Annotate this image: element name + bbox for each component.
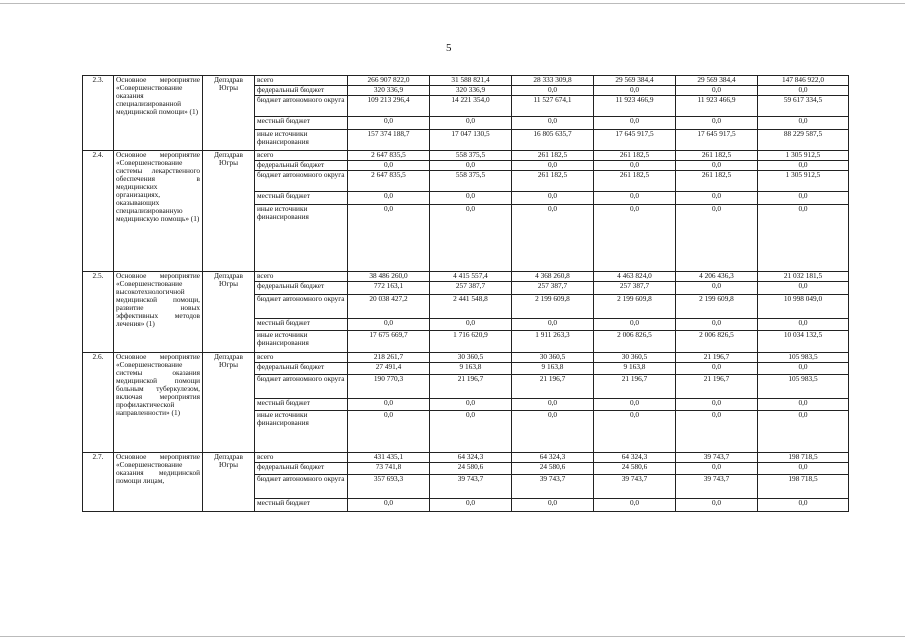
table-row [83,353,849,363]
amount-cell: 0,0 [348,319,430,331]
amount-cell: 2 199 609,8 [676,295,758,319]
executor: Депздрав Югры [203,272,255,353]
amount-cell: 0,0 [676,411,758,453]
event-name: Основное мероприятие «Совершенствование оказания специализированной медицинской помощи» (1) [114,76,203,151]
amount-cell: 0,0 [512,319,594,331]
amount-cell: 0,0 [512,117,594,130]
amount-cell: 0,0 [594,117,676,130]
table-row [83,272,849,282]
amount-cell: 0,0 [676,86,758,96]
amount-cell: 30 360,5 [594,353,676,363]
amount-cell: 0,0 [430,411,512,453]
funding-source: иные источники финансирования [255,411,348,453]
amount-cell: 0,0 [676,282,758,295]
amount-cell: 0,0 [594,86,676,96]
amount-cell: 218 261,7 [348,353,430,363]
amount-cell: 9 163,8 [430,363,512,375]
amount-cell: 0,0 [676,117,758,130]
amount-cell: 4 463 824,0 [594,272,676,282]
amount-cell: 10 034 132,5 [758,331,849,353]
scan-edge-bottom [0,636,905,637]
amount-cell: 11 923 466,9 [676,96,758,117]
executor: Депздрав Югры [203,353,255,453]
amount-cell: 0,0 [594,319,676,331]
amount-cell: 2 647 835,5 [348,171,430,192]
funding-source: местный бюджет [255,319,348,331]
amount-cell: 105 983,5 [758,375,849,399]
amount-cell: 88 229 587,5 [758,130,849,151]
funding-source: федеральный бюджет [255,161,348,171]
section-number: 2.7. [83,453,114,512]
amount-cell: 0,0 [430,319,512,331]
amount-cell: 14 221 354,0 [430,96,512,117]
amount-cell: 10 998 049,0 [758,295,849,319]
amount-cell: 0,0 [348,192,430,205]
amount-cell: 0,0 [348,411,430,453]
amount-cell: 0,0 [676,499,758,512]
amount-cell: 261 182,5 [676,151,758,161]
funding-source: федеральный бюджет [255,463,348,475]
amount-cell: 0,0 [594,192,676,205]
event-name: Основное мероприятие «Совершенствование системы оказания медицинской помощи больным туберкулезом, включая мероприятия профилактической направленности» (1) [114,353,203,453]
event-name: Основное мероприятие «Совершенствование оказания медицинской помощи лицам, [114,453,203,512]
amount-cell: 0,0 [676,363,758,375]
funding-source: бюджет автономного округа [255,171,348,192]
amount-cell: 0,0 [512,205,594,272]
amount-cell: 2 006 826,5 [676,331,758,353]
funding-source: местный бюджет [255,399,348,411]
amount-cell: 320 336,9 [348,86,430,96]
funding-source: местный бюджет [255,499,348,512]
amount-cell: 30 360,5 [512,353,594,363]
amount-cell: 0,0 [512,399,594,411]
amount-cell: 257 387,7 [430,282,512,295]
amount-cell: 64 324,3 [594,453,676,463]
amount-cell: 190 770,3 [348,375,430,399]
amount-cell: 0,0 [594,161,676,171]
amount-cell: 0,0 [758,282,849,295]
funding-source: всего [255,76,348,86]
executor: Депздрав Югры [203,76,255,151]
amount-cell: 558 375,5 [430,171,512,192]
amount-cell: 39 743,7 [676,453,758,463]
amount-cell: 261 182,5 [594,151,676,161]
amount-cell: 2 199 609,8 [594,295,676,319]
funding-source: всего [255,353,348,363]
amount-cell: 147 846 922,0 [758,76,849,86]
amount-cell: 0,0 [348,499,430,512]
amount-cell: 261 182,5 [676,171,758,192]
amount-cell: 11 923 466,9 [594,96,676,117]
amount-cell: 0,0 [430,499,512,512]
amount-cell: 2 441 548,8 [430,295,512,319]
funding-source: бюджет автономного округа [255,96,348,117]
financing-table [82,75,849,512]
amount-cell: 266 907 822,0 [348,76,430,86]
amount-cell: 4 368 260,8 [512,272,594,282]
amount-cell: 16 805 635,7 [512,130,594,151]
amount-cell: 0,0 [512,86,594,96]
amount-cell: 2 647 835,5 [348,151,430,161]
amount-cell: 0,0 [348,399,430,411]
amount-cell: 1 716 620,9 [430,331,512,353]
table-row [83,76,849,86]
amount-cell: 1 305 912,5 [758,151,849,161]
amount-cell: 30 360,5 [430,353,512,363]
funding-source: иные источники финансирования [255,130,348,151]
amount-cell: 0,0 [758,161,849,171]
amount-cell: 261 182,5 [512,151,594,161]
amount-cell: 1 305 912,5 [758,171,849,192]
funding-source: иные источники финансирования [255,331,348,353]
amount-cell: 261 182,5 [512,171,594,192]
amount-cell: 0,0 [430,117,512,130]
amount-cell: 9 163,8 [594,363,676,375]
amount-cell: 11 527 674,1 [512,96,594,117]
funding-source: бюджет автономного округа [255,295,348,319]
amount-cell: 257 387,7 [512,282,594,295]
amount-cell: 9 163,8 [512,363,594,375]
amount-cell: 21 196,7 [430,375,512,399]
funding-source: всего [255,151,348,161]
amount-cell: 0,0 [512,499,594,512]
table-row [83,453,849,463]
amount-cell: 0,0 [758,499,849,512]
funding-source: бюджет автономного округа [255,375,348,399]
amount-cell: 0,0 [430,205,512,272]
amount-cell: 0,0 [758,399,849,411]
amount-cell: 0,0 [676,161,758,171]
amount-cell: 257 387,7 [594,282,676,295]
amount-cell: 0,0 [430,399,512,411]
amount-cell: 0,0 [758,117,849,130]
section-number: 2.4. [83,151,114,272]
amount-cell: 24 580,6 [594,463,676,475]
amount-cell: 0,0 [348,161,430,171]
funding-source: всего [255,272,348,282]
amount-cell: 109 213 296,4 [348,96,430,117]
amount-cell: 0,0 [594,411,676,453]
amount-cell: 105 983,5 [758,353,849,363]
amount-cell: 17 047 130,5 [430,130,512,151]
amount-cell: 0,0 [758,86,849,96]
amount-cell: 4 206 436,3 [676,272,758,282]
amount-cell: 2 199 609,8 [512,295,594,319]
amount-cell: 0,0 [348,205,430,272]
amount-cell: 320 336,9 [430,86,512,96]
amount-cell: 17 675 669,7 [348,331,430,353]
amount-cell: 0,0 [512,192,594,205]
funding-source: федеральный бюджет [255,282,348,295]
funding-source: местный бюджет [255,117,348,130]
amount-cell: 21 196,7 [512,375,594,399]
amount-cell: 39 743,7 [430,475,512,499]
amount-cell: 64 324,3 [430,453,512,463]
amount-cell: 0,0 [676,319,758,331]
section-number: 2.3. [83,76,114,151]
scan-edge-top [0,3,905,4]
amount-cell: 31 588 821,4 [430,76,512,86]
amount-cell: 0,0 [758,463,849,475]
amount-cell: 17 645 917,5 [594,130,676,151]
amount-cell: 29 569 384,4 [676,76,758,86]
amount-cell: 0,0 [676,192,758,205]
amount-cell: 21 196,7 [676,353,758,363]
amount-cell: 4 415 557,4 [430,272,512,282]
funding-source: бюджет автономного округа [255,475,348,499]
amount-cell: 24 580,6 [430,463,512,475]
amount-cell: 0,0 [512,411,594,453]
amount-cell: 64 324,3 [512,453,594,463]
amount-cell: 772 163,1 [348,282,430,295]
amount-cell: 157 374 188,7 [348,130,430,151]
amount-cell: 0,0 [430,192,512,205]
amount-cell: 0,0 [758,319,849,331]
amount-cell: 21 196,7 [676,375,758,399]
amount-cell: 24 580,6 [512,463,594,475]
executor: Депздрав Югры [203,453,255,512]
amount-cell: 2 006 826,5 [594,331,676,353]
funding-source: федеральный бюджет [255,86,348,96]
executor: Депздрав Югры [203,151,255,272]
amount-cell: 73 741,8 [348,463,430,475]
amount-cell: 0,0 [758,363,849,375]
amount-cell: 431 435,1 [348,453,430,463]
amount-cell: 0,0 [594,205,676,272]
amount-cell: 28 333 309,8 [512,76,594,86]
amount-cell: 0,0 [676,205,758,272]
amount-cell: 21 196,7 [594,375,676,399]
event-name: Основное мероприятие «Совершенствование высокотехнологичной медицинской помощи, развитие новых эффективных методов лечения» (1) [114,272,203,353]
amount-cell: 0,0 [676,463,758,475]
amount-cell: 0,0 [512,161,594,171]
amount-cell: 27 491,4 [348,363,430,375]
section-number: 2.6. [83,353,114,453]
amount-cell: 39 743,7 [512,475,594,499]
amount-cell: 0,0 [758,205,849,272]
page-number: 5 [446,42,452,54]
amount-cell: 0,0 [758,411,849,453]
amount-cell: 357 693,3 [348,475,430,499]
amount-cell: 59 617 334,5 [758,96,849,117]
amount-cell: 38 486 260,0 [348,272,430,282]
amount-cell: 261 182,5 [594,171,676,192]
event-name: Основное мероприятие «Совершенствование системы лекарственного обеспечения в медицинских организациях, оказывающих специализированную медицинскую помощь» (1) [114,151,203,272]
amount-cell: 558 375,5 [430,151,512,161]
amount-cell: 39 743,7 [594,475,676,499]
amount-cell: 1 911 263,3 [512,331,594,353]
amount-cell: 0,0 [676,399,758,411]
funding-source: всего [255,453,348,463]
amount-cell: 20 038 427,2 [348,295,430,319]
amount-cell: 21 032 181,5 [758,272,849,282]
amount-cell: 0,0 [758,192,849,205]
funding-source: местный бюджет [255,192,348,205]
table-row [83,151,849,161]
funding-source: федеральный бюджет [255,363,348,375]
amount-cell: 29 569 384,4 [594,76,676,86]
amount-cell: 0,0 [430,161,512,171]
amount-cell: 17 645 917,5 [676,130,758,151]
amount-cell: 0,0 [594,499,676,512]
funding-source: иные источники финансирования [255,205,348,272]
amount-cell: 198 718,5 [758,453,849,463]
amount-cell: 198 718,5 [758,475,849,499]
amount-cell: 39 743,7 [676,475,758,499]
amount-cell: 0,0 [594,399,676,411]
section-number: 2.5. [83,272,114,353]
amount-cell: 0,0 [348,117,430,130]
